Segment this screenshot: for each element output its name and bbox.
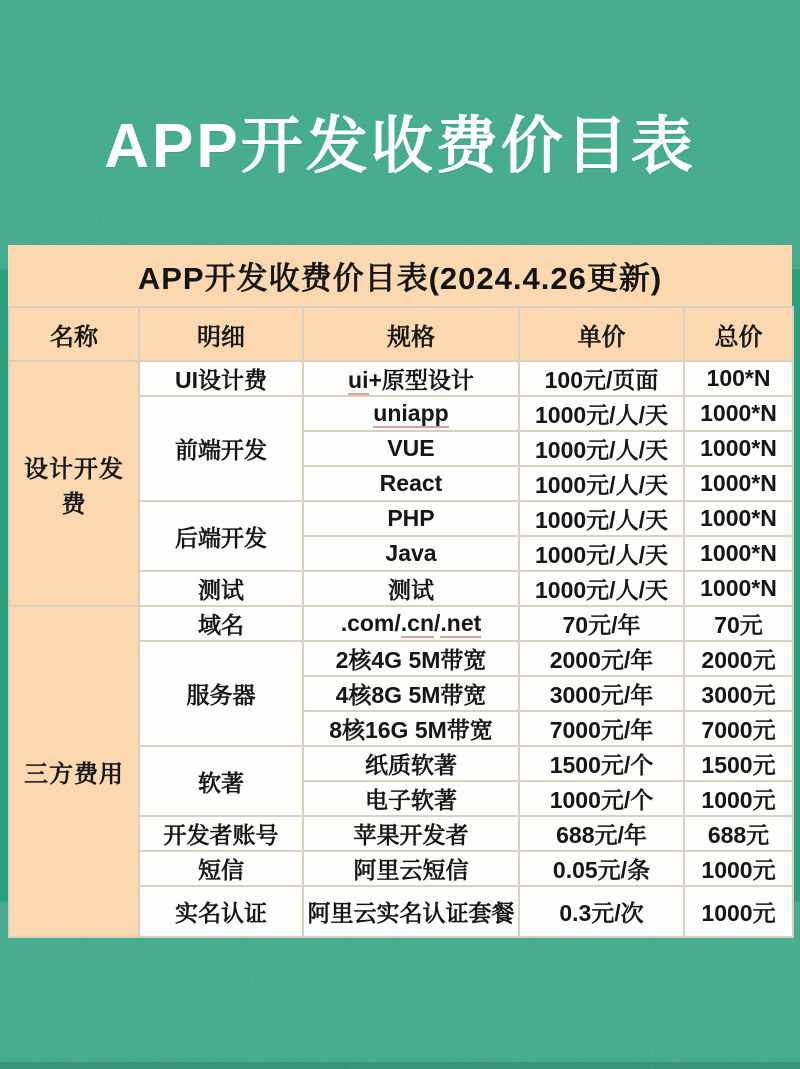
total-price-cell: 1000元 <box>684 781 793 816</box>
pricing-tbody <box>9 361 793 937</box>
spec-cell: 2核4G 5M带宽 <box>303 641 519 676</box>
total-price-cell: 1000元 <box>684 851 793 886</box>
unit-price-cell: 100元/页面 <box>519 361 684 396</box>
column-header-unit-price: 单价 <box>519 307 684 361</box>
bottom-shadow-edge <box>0 1062 800 1069</box>
column-header-detail: 明细 <box>139 307 303 361</box>
spec-cell: 测试 <box>303 571 519 606</box>
spec-cell: 苹果开发者 <box>303 816 519 851</box>
unit-price-cell: 0.05元/条 <box>519 851 684 886</box>
total-price-cell: 1000*N <box>684 431 793 466</box>
detail-cell: 软著 <box>139 746 303 816</box>
unit-price-cell: 1000元/人/天 <box>519 501 684 536</box>
column-header-total-price: 总价 <box>684 307 793 361</box>
total-price-cell: 1000*N <box>684 396 793 431</box>
spec-cell: React <box>303 466 519 501</box>
total-price-cell: 1000*N <box>684 571 793 606</box>
total-price-cell: 1000*N <box>684 536 793 571</box>
spec-cell: 纸质软著 <box>303 746 519 781</box>
table-row <box>9 361 793 396</box>
unit-price-cell: 70元/年 <box>519 606 684 641</box>
total-price-cell: 70元 <box>684 606 793 641</box>
total-price-cell: 1000*N <box>684 466 793 501</box>
unit-price-cell: 1000元/个 <box>519 781 684 816</box>
spec-cell: 8核16G 5M带宽 <box>303 711 519 746</box>
detail-cell: 域名 <box>139 606 303 641</box>
spec-cell: VUE <box>303 431 519 466</box>
unit-price-cell: 1500元/个 <box>519 746 684 781</box>
category-cell: 设计开发费 <box>9 361 139 606</box>
spec-cell: 阿里云短信 <box>303 851 519 886</box>
poster-title: APP开发收费价目表 <box>104 112 696 181</box>
spec-cell: uniapp <box>303 396 519 431</box>
pricing-table <box>8 306 794 938</box>
spec-cell: 阿里云实名认证套餐 <box>303 886 519 937</box>
detail-cell: 后端开发 <box>139 501 303 571</box>
column-header-spec: 规格 <box>303 307 519 361</box>
unit-price-cell: 688元/年 <box>519 816 684 851</box>
spec-cell: ui+原型设计 <box>303 361 519 396</box>
spec-cell: .com/.cn/.net <box>303 606 519 641</box>
detail-cell: 实名认证 <box>139 886 303 937</box>
detail-cell: 短信 <box>139 851 303 886</box>
detail-cell: UI设计费 <box>139 361 303 396</box>
detail-cell: 开发者账号 <box>139 816 303 851</box>
total-price-cell: 3000元 <box>684 676 793 711</box>
table-row <box>9 606 793 641</box>
unit-price-cell: 1000元/人/天 <box>519 466 684 501</box>
unit-price-cell: 1000元/人/天 <box>519 571 684 606</box>
spec-cell: PHP <box>303 501 519 536</box>
unit-price-cell: 1000元/人/天 <box>519 396 684 431</box>
detail-cell: 服务器 <box>139 641 303 746</box>
column-header-name: 名称 <box>9 307 139 361</box>
total-price-cell: 7000元 <box>684 711 793 746</box>
total-price-cell: 1000元 <box>684 886 793 937</box>
spec-cell: Java <box>303 536 519 571</box>
unit-price-cell: 3000元/年 <box>519 676 684 711</box>
unit-price-cell: 7000元/年 <box>519 711 684 746</box>
category-cell: 三方费用 <box>9 606 139 937</box>
total-price-cell: 1500元 <box>684 746 793 781</box>
unit-price-cell: 2000元/年 <box>519 641 684 676</box>
total-price-cell: 1000*N <box>684 501 793 536</box>
table-title-banner: APP开发收费价目表(2024.4.26更新) <box>8 245 792 306</box>
spec-cell: 4核8G 5M带宽 <box>303 676 519 711</box>
total-price-cell: 2000元 <box>684 641 793 676</box>
unit-price-cell: 0.3元/次 <box>519 886 684 937</box>
total-price-cell: 688元 <box>684 816 793 851</box>
total-price-cell: 100*N <box>684 361 793 396</box>
detail-cell: 前端开发 <box>139 396 303 501</box>
spec-cell: 电子软著 <box>303 781 519 816</box>
detail-cell: 测试 <box>139 571 303 606</box>
unit-price-cell: 1000元/人/天 <box>519 431 684 466</box>
header-row <box>9 307 793 361</box>
unit-price-cell: 1000元/人/天 <box>519 536 684 571</box>
price-sheet <box>8 245 792 938</box>
